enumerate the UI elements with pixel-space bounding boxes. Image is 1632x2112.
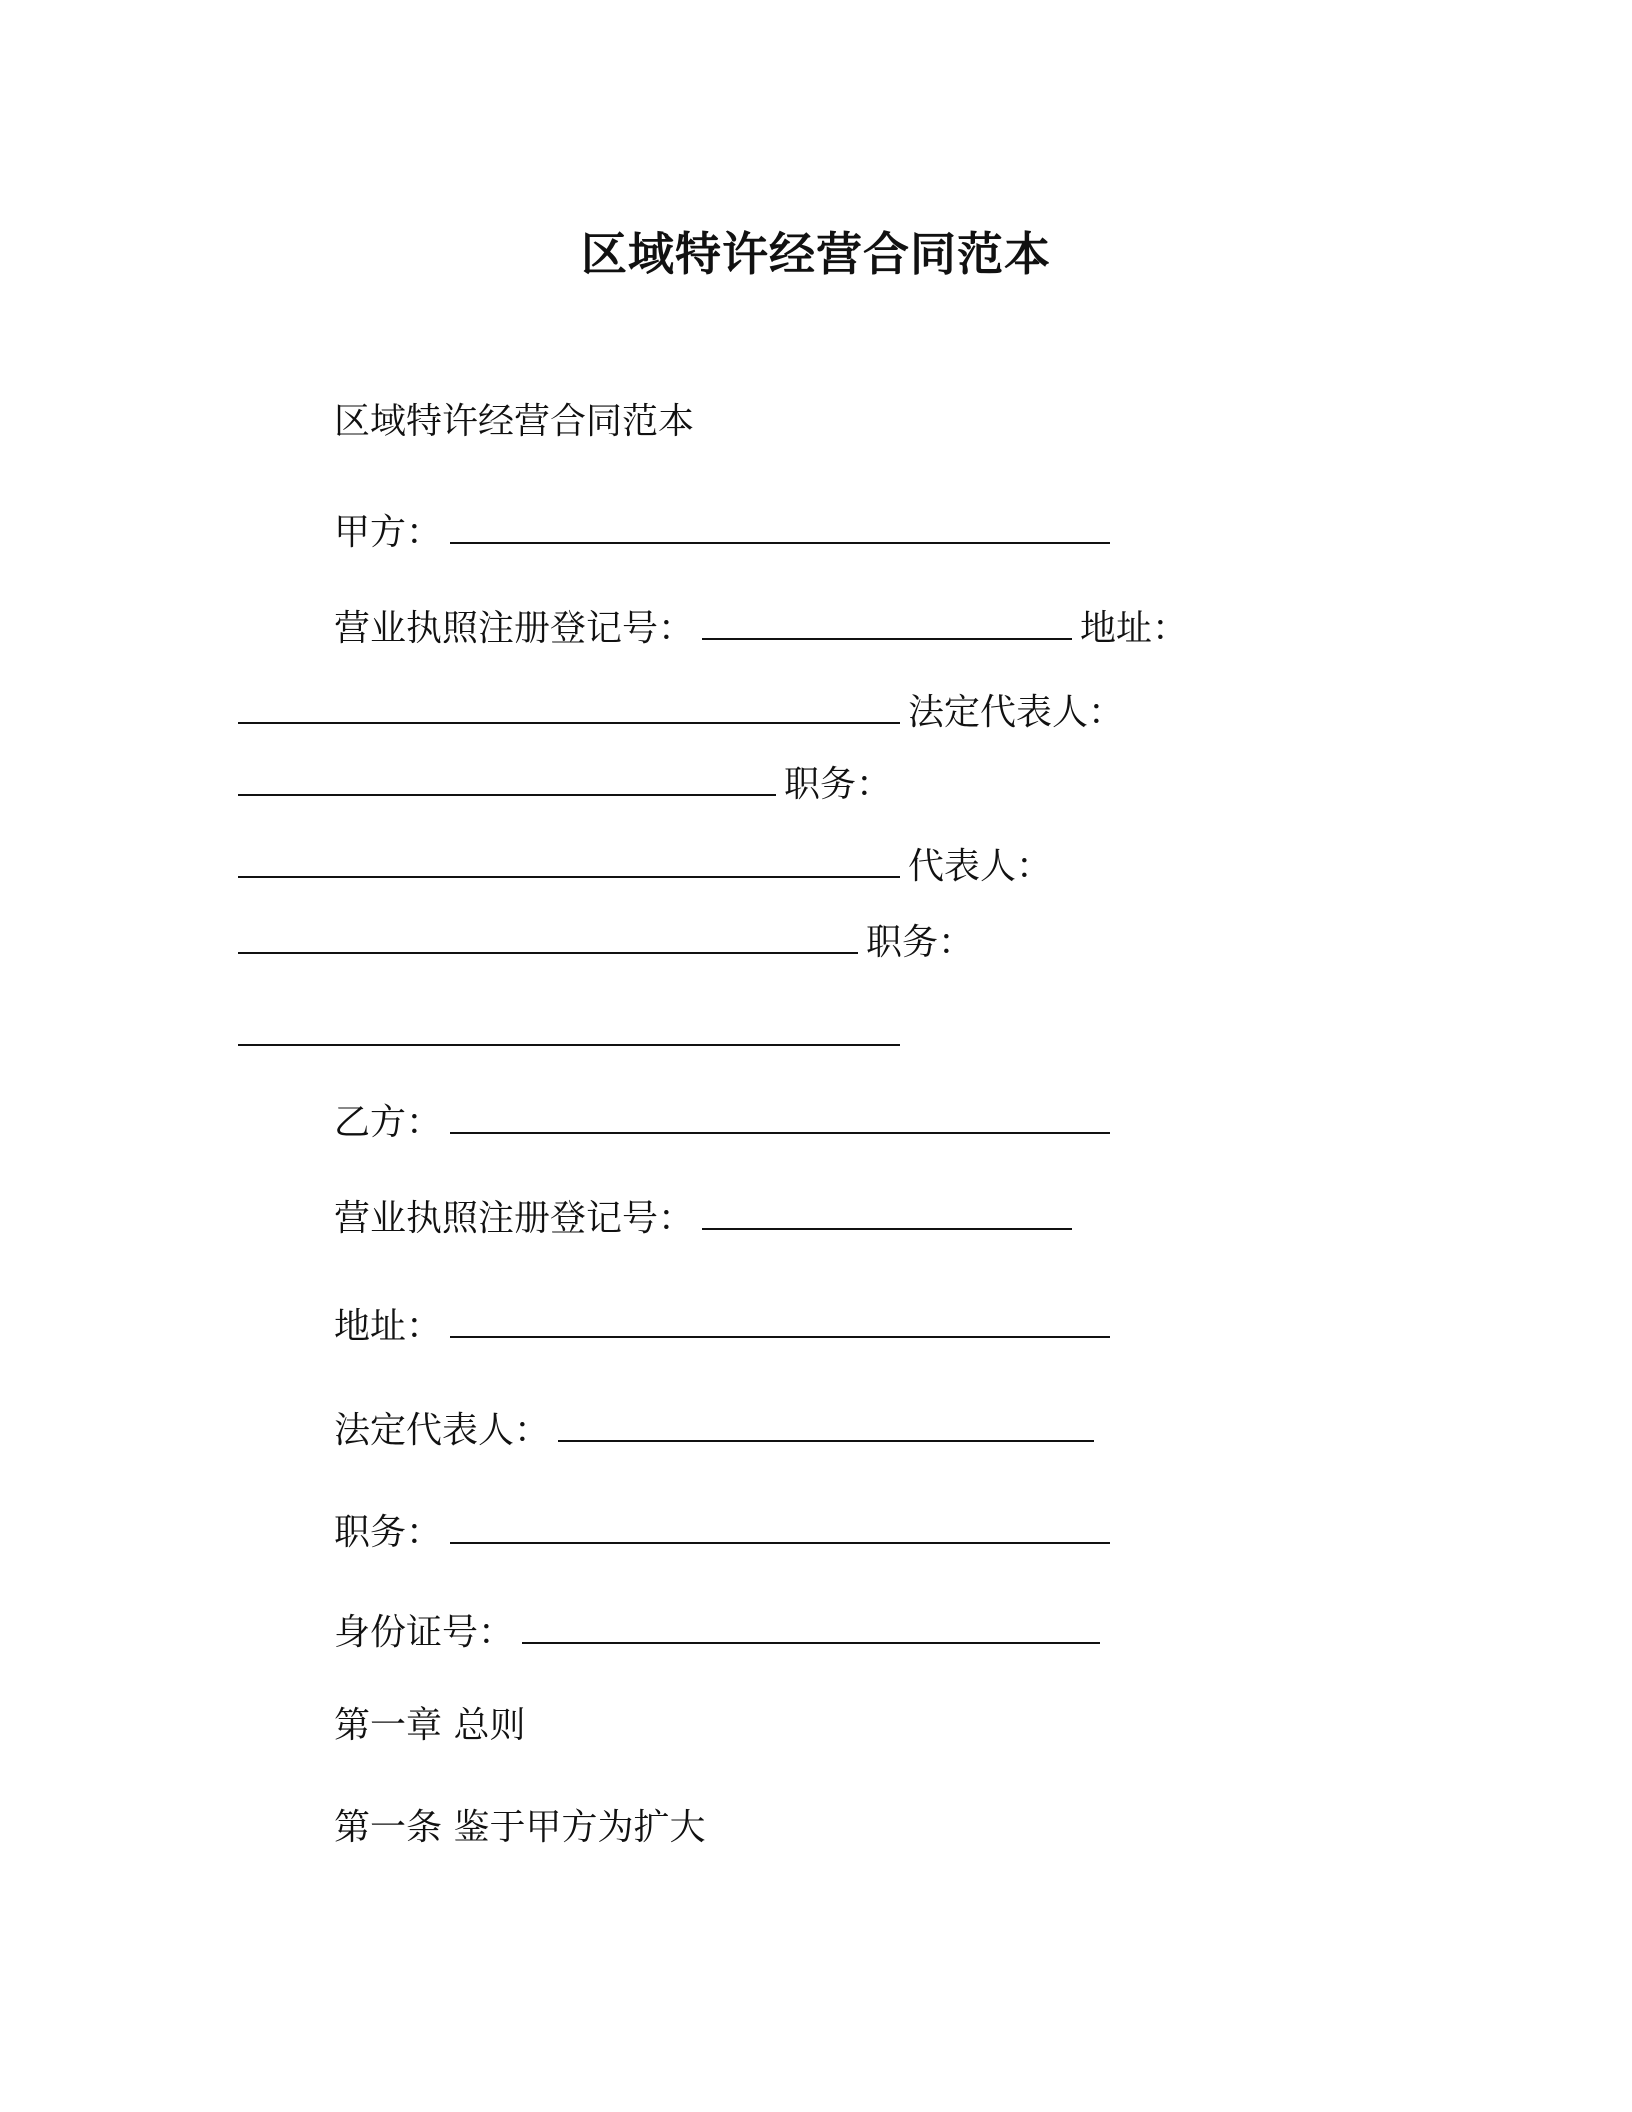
party-b-legal-rep-blank[interactable] [558,1406,1094,1442]
party-a-representative-line [238,918,974,965]
party-b-address-label: 地址： [334,1306,443,1347]
party-a-representative-blank[interactable] [238,918,858,954]
party-b-license-label: 营业执照注册登记号： [334,1198,695,1239]
party-a-legal-rep-line [238,760,892,807]
party-a-license-blank[interactable] [702,604,1072,640]
party-b-id-label: 身份证号： [334,1612,515,1653]
party-a-license-line [334,604,1188,651]
chapter-1-heading: 第一章 总则 [334,1705,526,1746]
document-subtitle: 区域特许经营合同范本 [334,401,695,442]
party-a-address-label: 地址： [1080,608,1189,649]
party-b-position-label: 职务： [334,1512,443,1553]
party-b-id-line [334,1608,1108,1655]
party-a-position-blank[interactable] [238,842,900,878]
party-b-blank[interactable] [450,1098,1110,1134]
party-a-position-line [238,842,1052,889]
party-a-line [334,508,1118,555]
party-b-id-blank[interactable] [522,1608,1100,1644]
party-b-license-blank[interactable] [702,1194,1072,1230]
party-b-legal-rep-line [334,1406,1102,1453]
party-b-position-blank[interactable] [450,1508,1110,1544]
party-a-position2-label: 职务： [866,922,975,963]
party-a-representative-label: 代表人： [908,846,1053,887]
party-a-legal-rep-blank[interactable] [238,760,776,796]
party-b-license-line [334,1194,1080,1241]
party-b-line [334,1098,1118,1145]
party-a-position2-blank[interactable] [238,1010,900,1046]
party-a-blank[interactable] [450,508,1110,544]
document-title: 区域特许经营合同范本 [581,227,1051,281]
party-b-address-blank[interactable] [450,1302,1110,1338]
party-a-legal-rep-label: 法定代表人： [908,692,1125,733]
party-b-address-line [334,1302,1118,1349]
article-1-text: 第一条 鉴于甲方为扩大 [334,1807,706,1848]
party-a-address-blank[interactable] [238,688,900,724]
party-a-license-label: 营业执照注册登记号： [334,608,695,649]
party-a-label: 甲方： [334,512,443,553]
party-a-address-line [238,688,1124,735]
party-a-position2-line [238,1010,908,1057]
party-a-position-label: 职务： [784,764,893,805]
party-b-legal-rep-label: 法定代表人： [334,1410,551,1451]
party-b-position-line [334,1508,1118,1555]
party-b-label: 乙方： [334,1102,443,1143]
